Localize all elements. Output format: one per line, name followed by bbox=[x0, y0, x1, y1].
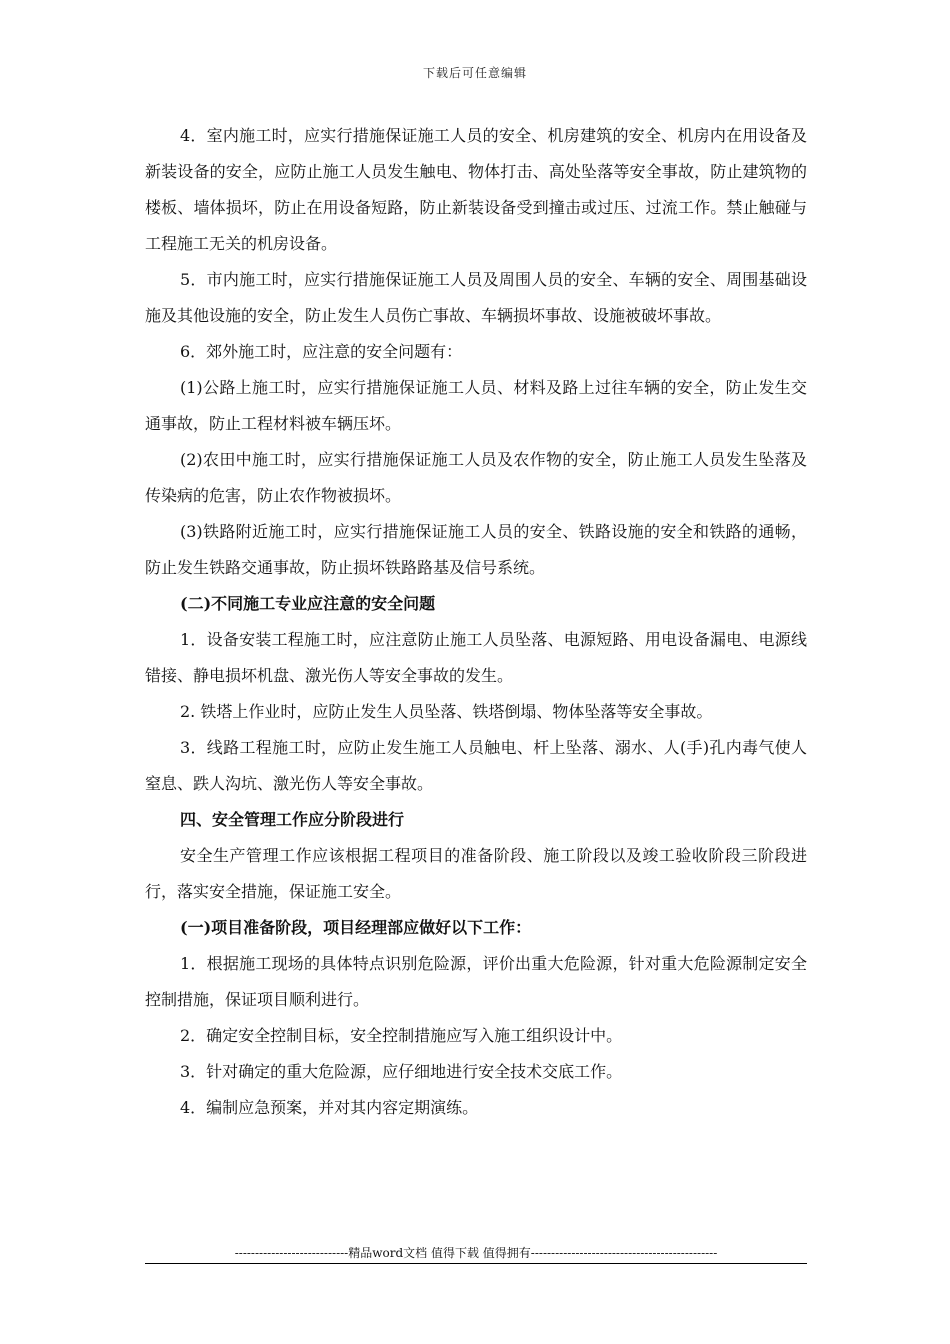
paragraph-9: 3．线路工程施工时，应防止发生施工人员触电、杆上坠落、溺水、人(手)孔内毒气使人窒息、跌人沟坑、激光伤人等安全事故。 bbox=[145, 738, 807, 793]
paragraph-15: 3．针对确定的重大危险源，应仔细地进行安全技术交底工作。 bbox=[180, 1062, 623, 1081]
paragraph-14: 2．确定安全控制目标，安全控制措施应写入施工组织设计中。 bbox=[180, 1026, 623, 1045]
section-heading-4: 四、安全管理工作应分阶段进行 bbox=[180, 810, 405, 829]
paragraph-2: 6．郊外施工时，应注意的安全问题有： bbox=[180, 342, 463, 361]
paragraph-3: (1)公路上施工时，应实行措施保证施工人员、材料及路上过往车辆的安全，防止发生交通事故，防止工程材料被车辆压坏。 bbox=[145, 378, 807, 433]
document-body bbox=[145, 118, 807, 1126]
paragraph-13: 1．根据施工现场的具体特点识别危险源，评价出重大危险源，针对重大危险源制定安全控制措施，保证项目顺利进行。 bbox=[145, 954, 807, 1009]
subsection-heading-1: (一)项目准备阶段，项目经理部应做好以下工作： bbox=[180, 918, 532, 937]
paragraph-8: 2. 铁塔上作业时，应防止发生人员坠落、铁塔倒塌、物体坠落等安全事故。 bbox=[180, 702, 713, 721]
page-footer: ----------------------------精品word文档 值得下载 值得拥有---------------------------------------------- bbox=[234, 1246, 718, 1260]
section-heading-2: (二)不同施工专业应注意的安全问题 bbox=[180, 594, 436, 613]
paragraph-16: 4．编制应急预案，并对其内容定期演练。 bbox=[180, 1098, 479, 1117]
paragraph-4: (2)农田中施工时，应实行措施保证施工人员及农作物的安全，防止施工人员发生坠落及传染病的危害，防止农作物被损坏。 bbox=[145, 450, 807, 505]
paragraph-11: 安全生产管理工作应该根据工程项目的准备阶段、施工阶段以及竣工验收阶段三阶段进行，落实安全措施，保证施工安全。 bbox=[145, 846, 807, 901]
paragraph-1: 5．市内施工时，应实行措施保证施工人员及周围人员的安全、车辆的安全、周围基础设施及其他设施的安全，防止发生人员伤亡事故、车辆损坏事故、设施被破坏事故。 bbox=[145, 270, 807, 325]
page-header: 下载后可任意编辑 bbox=[422, 66, 527, 80]
paragraph-0: 4．室内施工时，应实行措施保证施工人员的安全、机房建筑的安全、机房内在用设备及新装设备的安全，应防止施工人员发生触电、物体打击、高处坠落等安全事故，防止建筑物的楼板、墙体损坏，防止在用设备短路，防止新装设备受到撞击或过压、过流工作。禁止触碰与工程施工无关的机房设备。 bbox=[145, 126, 807, 253]
paragraph-5: (3)铁路附近施工时，应实行措施保证施工人员的安全、铁路设施的安全和铁路的通畅，防止发生铁路交通事故，防止损坏铁路路基及信号系统。 bbox=[145, 522, 807, 577]
footer-divider bbox=[145, 1263, 807, 1264]
paragraph-7: 1．设备安装工程施工时，应注意防止施工人员坠落、电源短路、用电设备漏电、电源线错接、静电损坏机盘、激光伤人等安全事故的发生。 bbox=[145, 630, 807, 685]
